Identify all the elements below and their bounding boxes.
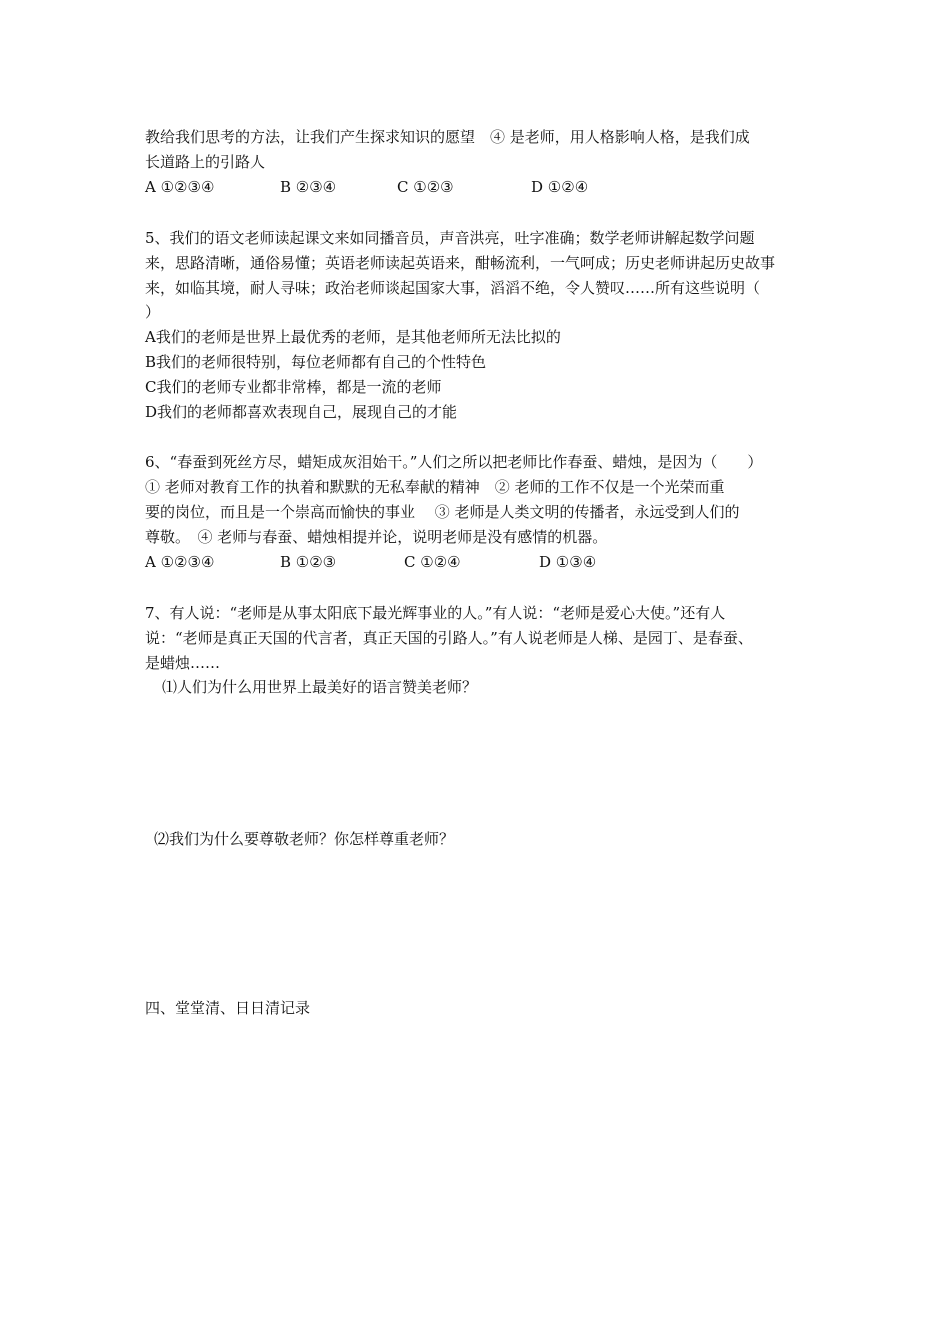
- q5-line-1: 5、我们的语文老师读起课文来如同播音员，声音洪亮，吐字准确；数学老师讲解起数学问题: [145, 229, 755, 247]
- q7-sub-question-1: ⑴人们为什么用世界上最美好的语言赞美老师？: [162, 678, 478, 696]
- q6-option-c: C ①②④: [404, 553, 461, 571]
- q5-line-4: ）: [145, 303, 161, 321]
- q6-line-3: 要的岗位，而且是一个崇高而愉快的事业 ③ 老师是人类文明的传播者，永远受到人们的: [145, 503, 740, 521]
- q5-line-2: 来，思路清晰，通俗易懂；英语老师读起英语来，酣畅流利，一气呵成；历史老师讲起历史故事: [145, 254, 776, 272]
- q4-line-2: 长道路上的引路人: [145, 153, 266, 171]
- q6-option-a: A ①②③④: [145, 553, 215, 571]
- q5-option-b: B我们的老师很特别，每位老师都有自己的个性特色: [145, 353, 487, 371]
- q6-line-4: 尊敬。 ④ 老师与春蚕、蜡烛相提并论，说明老师是没有感情的机器。: [145, 528, 608, 546]
- q7-line-3: 是蜡烛……: [145, 654, 221, 672]
- q4-line-1: 教给我们思考的方法，让我们产生探求知识的愿望 ④ 是老师，用人格影响人格，是我们成: [145, 128, 750, 146]
- q7-line-2: 说：“老师是真正天国的代言者，真正天国的引路人。”有人说老师是人梯、是园丁、是春蚕、: [145, 629, 753, 647]
- document-page: [145, 0, 815, 1344]
- q5-option-d: D我们的老师都喜欢表现自己，展现自己的才能: [145, 403, 458, 421]
- q7-line-1: 7、有人说：“老师是从事太阳底下最光辉事业的人。”有人说：“老师是爱心大使。”还有人: [145, 604, 726, 622]
- q5-option-a: A我们的老师是世界上最优秀的老师，是其他老师所无法比拟的: [145, 328, 561, 346]
- q7-sub-question-2: ⑵我们为什么要尊敬老师？你怎样尊重老师？: [154, 830, 455, 848]
- q6-line-2: ① 老师对教育工作的执着和默默的无私奉献的精神 ② 老师的工作不仅是一个光荣而重: [145, 478, 725, 496]
- q4-option-c: C ①②③: [397, 178, 454, 196]
- q5-line-3: 来，如临其境，耐人寻味；政治老师谈起国家大事，滔滔不绝，令人赞叹……所有这些说明（: [145, 279, 761, 297]
- q4-option-b: B ②③④: [280, 178, 337, 196]
- q6-line-1: 6、“春蚕到死丝方尽，蜡矩成灰泪始干。”人们之所以把老师比作春蚕、蜡烛，是因为（ ）: [145, 453, 763, 471]
- q4-options: [145, 177, 588, 197]
- q4-option-a: A ①②③④: [145, 178, 215, 196]
- q6-options: [145, 552, 596, 572]
- q4-option-d: D ①②④: [531, 178, 589, 196]
- q6-option-b: B ①②③: [280, 553, 337, 571]
- q6-option-d: D ①③④: [539, 553, 597, 571]
- section-4-title: 四、堂堂清、日日清记录: [145, 999, 311, 1017]
- q5-option-c: C我们的老师专业都非常棒，都是一流的老师: [145, 378, 442, 396]
